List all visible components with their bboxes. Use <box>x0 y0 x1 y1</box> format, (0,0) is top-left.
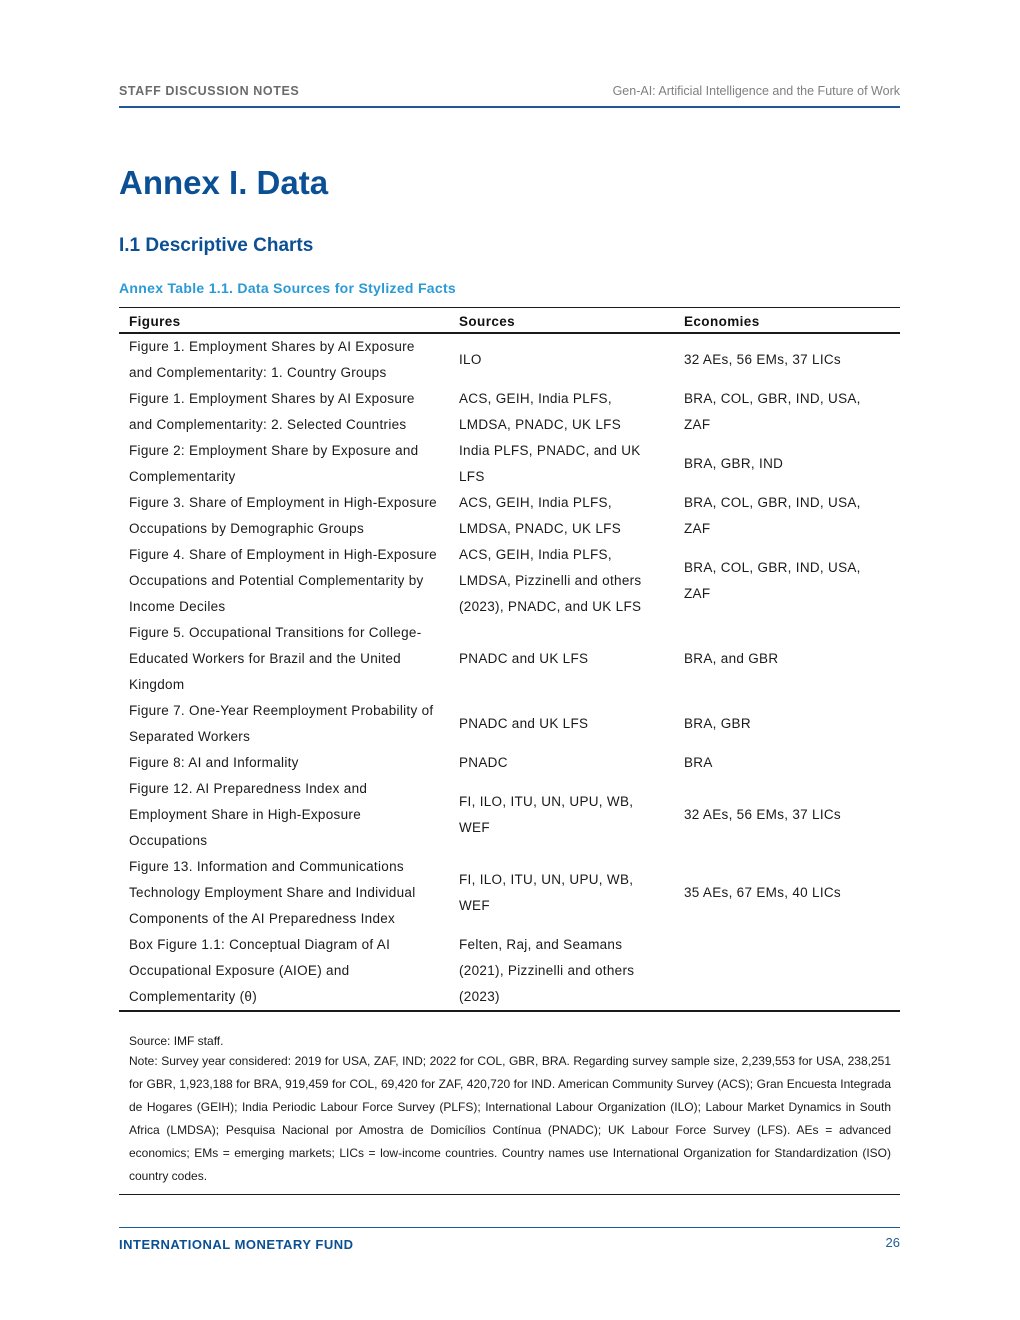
economies-cell: BRA, GBR <box>684 716 751 731</box>
page-header <box>119 82 900 108</box>
data-sources-table <box>119 307 900 1012</box>
figure-cell: Figure 2: Employment Share by Exposure and Complementarity <box>129 443 419 484</box>
table-title: Annex Table 1.1. Data Sources for Stylized Facts <box>119 280 457 296</box>
sources-cell: Felten, Raj, and Seamans (2021), Pizzinelli and others (2023) <box>449 932 674 1011</box>
table-note: Note: Survey year considered: 2019 for USA, ZAF, IND; 2022 for COL, GBR, BRA. Regarding survey sample size, 2,239,553 for USA, 238,251 for GBR, 1,923,188 for BRA, 919,459 for COL, 69,420 for ZAF, 420,720 for IND. American Community Survey (ACS); Gran Encuesta Integrada de Hogares (GEIH); India Periodic Labour Force Survey (PLFS); International Labour Organization (ILO); Labour Market Dynamics in South Africa (LMDSA); Pesquisa Nacional por Amostra de Domicílios Contínua (PNADC); UK Labour Force Survey (LFS). AEs = advanced economics; EMs = emerging markets; LICs = low-income countries. Country names use International Organization for Standardization (ISO) country codes. <box>129 1054 891 1183</box>
economies-cell: BRA, COL, GBR, IND, USA, ZAF <box>684 560 861 601</box>
document-title: Gen-AI: Artificial Intelligence and the Future of Work <box>612 84 900 98</box>
sources-cell: India PLFS, PNADC, and UK LFS <box>459 443 641 484</box>
column-header-sources: Sources <box>449 308 674 334</box>
table-row <box>119 542 900 620</box>
figure-cell: Figure 4. Share of Employment in High-Exposure Occupations and Potential Complementarity by Income Deciles <box>129 547 437 614</box>
annex-title: Annex I. Data <box>119 164 329 201</box>
figure-cell: Figure 7. One-Year Reemployment Probability of Separated Workers <box>129 703 434 744</box>
figure-cell: Figure 1. Employment Shares by AI Exposure and Complementarity: 2. Selected Countries <box>129 391 415 432</box>
sources-cell: ACS, GEIH, India PLFS, LMDSA, PNADC, UK LFS <box>459 495 622 536</box>
table-row <box>119 750 900 776</box>
figure-cell: Box Figure 1.1: Conceptual Diagram of AI Occupational Exposure (AIOE) and Complementarity (θ) <box>119 932 449 1011</box>
table-row <box>119 932 900 1011</box>
economies-cell: 32 AEs, 56 EMs, 37 LICs <box>684 807 841 822</box>
section-title: I.1 Descriptive Charts <box>119 235 314 256</box>
sources-cell: FI, ILO, ITU, UN, UPU, WB, WEF <box>459 794 634 835</box>
figure-cell: Figure 12. AI Preparedness Index and Employment Share in High-Exposure Occupations <box>129 781 368 848</box>
figure-cell: Figure 3. Share of Employment in High-Exposure Occupations by Demographic Groups <box>129 495 437 536</box>
economies-cell: BRA, COL, GBR, IND, USA, ZAF <box>684 391 861 432</box>
table-row <box>119 698 900 750</box>
source-note: Source: IMF staff. <box>129 1034 224 1048</box>
table-header-row <box>119 308 900 334</box>
table-row <box>119 776 900 854</box>
economies-cell: BRA, and GBR <box>684 651 779 666</box>
notes-divider <box>119 1194 900 1195</box>
economies-cell: BRA <box>684 755 713 770</box>
column-header-figures: Figures <box>119 308 449 334</box>
sources-cell: PNADC and UK LFS <box>459 651 589 666</box>
page-number: 26 <box>885 1235 900 1250</box>
sources-cell: PNADC and UK LFS <box>459 716 589 731</box>
figure-cell: Figure 1. Employment Shares by AI Exposure and Complementarity: 1. Country Groups <box>129 339 415 380</box>
economies-cell: BRA, GBR, IND <box>684 456 784 471</box>
footer-divider <box>119 1227 900 1228</box>
table-row <box>119 438 900 490</box>
figure-cell: Figure 13. Information and Communications Technology Employment Share and Individual Components of the AI Preparedness Index <box>129 859 416 926</box>
sources-cell: ACS, GEIH, India PLFS, LMDSA, Pizzinelli and others (2023), PNADC, and UK LFS <box>459 547 642 614</box>
sources-cell: PNADC <box>459 755 508 770</box>
economies-cell <box>674 932 900 1011</box>
column-header-economies: Economies <box>674 308 900 334</box>
sources-cell: ILO <box>459 352 482 367</box>
table-row <box>119 386 900 438</box>
figure-cell: Figure 5. Occupational Transitions for College-Educated Workers for Brazil and the United Kingdom <box>129 625 422 692</box>
table-row <box>119 620 900 698</box>
table-row <box>119 490 900 542</box>
figure-cell: Figure 8: AI and Informality <box>129 755 299 770</box>
economies-cell: BRA, COL, GBR, IND, USA, ZAF <box>684 495 861 536</box>
economies-cell: 32 AEs, 56 EMs, 37 LICs <box>684 352 841 367</box>
table-notes <box>129 1032 891 1188</box>
economies-cell: 35 AEs, 67 EMs, 40 LICs <box>684 885 841 900</box>
sources-cell: FI, ILO, ITU, UN, UPU, WB, WEF <box>459 872 634 913</box>
table-row <box>119 854 900 932</box>
table-row <box>119 333 900 386</box>
footer-organization: INTERNATIONAL MONETARY FUND <box>119 1237 354 1252</box>
series-label: STAFF DISCUSSION NOTES <box>119 84 300 98</box>
sources-cell: ACS, GEIH, India PLFS, LMDSA, PNADC, UK LFS <box>459 391 622 432</box>
